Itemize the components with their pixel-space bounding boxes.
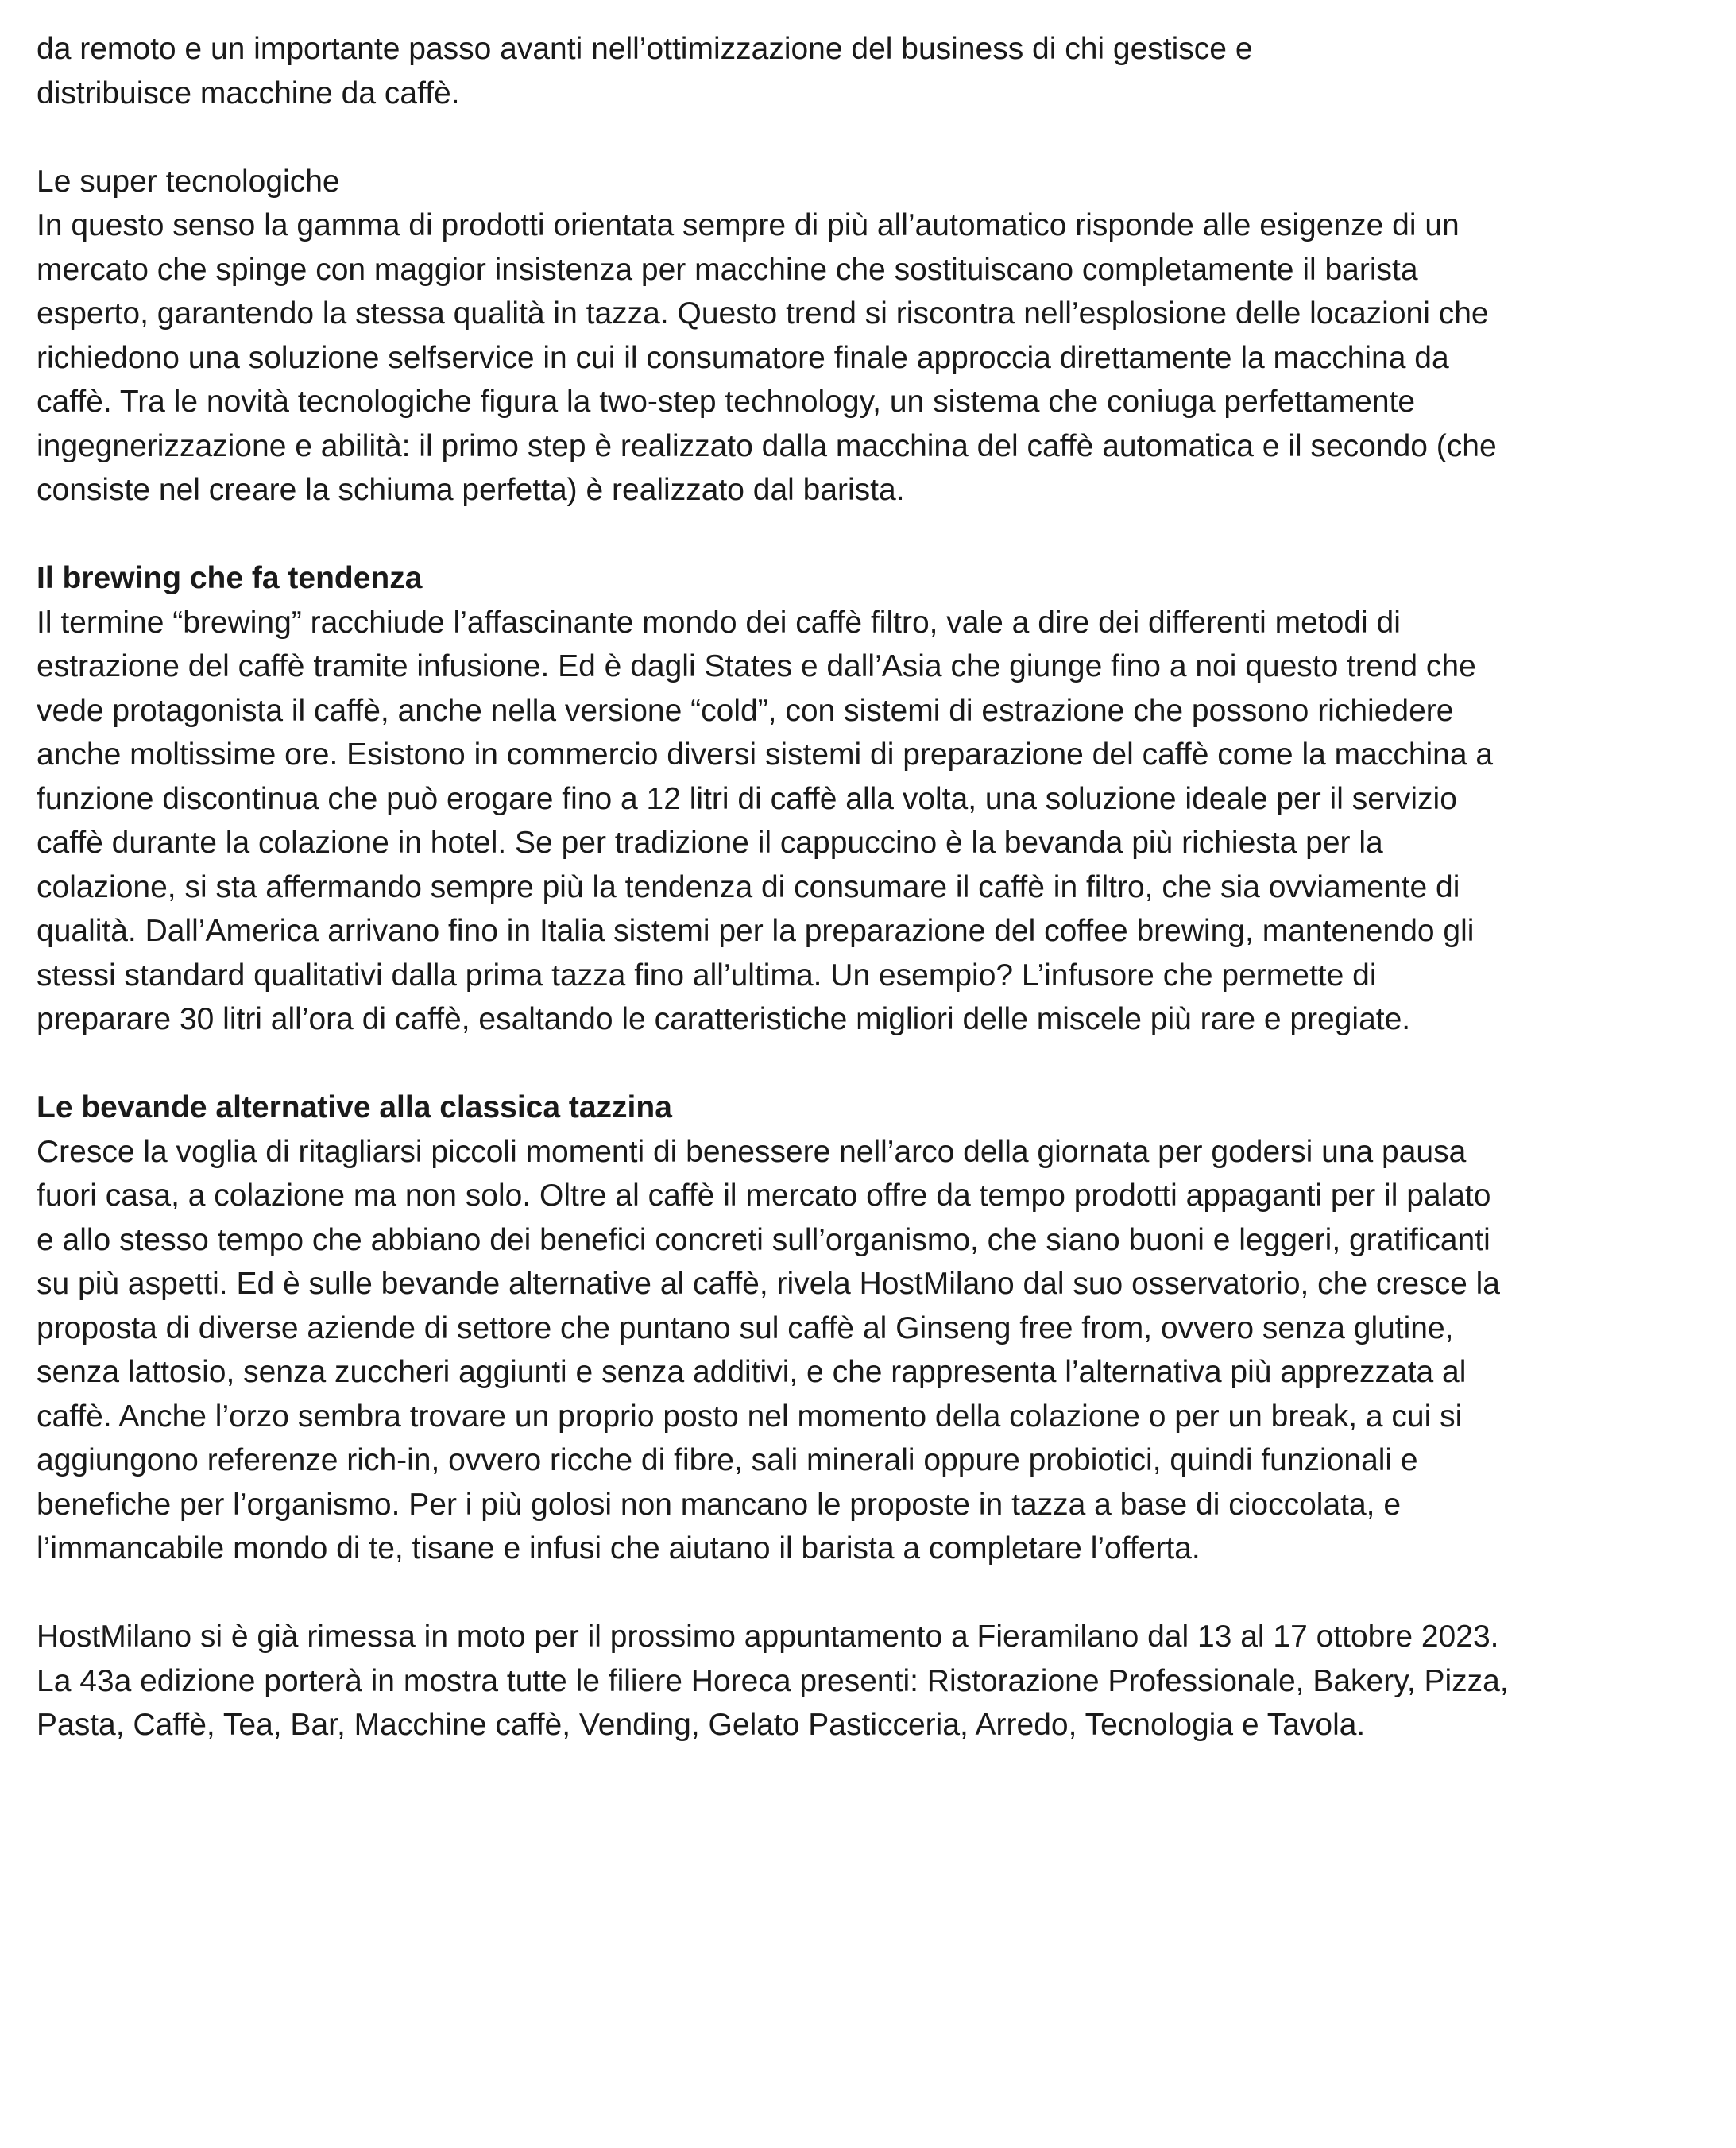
text-line: Cresce la voglia di ritagliarsi piccoli momenti di benessere nell’arco della giornata per godersi una pausa: [37, 1134, 1467, 1169]
text-line: consiste nel creare la schiuma perfetta) è realizzato dal barista.: [37, 473, 905, 507]
text-line: Pasta, Caffè, Tea, Bar, Macchine caffè, Vending, Gelato Pasticceria, Arredo, Tecnologia e Tavola.: [37, 1708, 1366, 1742]
text-line: benefiche per l’organismo. Per i più golosi non mancano le proposte in tazza a base di cioccolata, e: [37, 1487, 1402, 1522]
text-line: senza lattosio, senza zuccheri aggiunti e senza additivi, e che rappresenta l’alternativa più apprezzata al: [37, 1355, 1467, 1389]
text-line: mercato che spinge con maggior insistenza per macchine che sostituiscano completamente il barista: [37, 252, 1418, 287]
text-line: caffè. Anche l’orzo sembra trovare un proprio posto nel momento della colazione o per un break, a cui si: [37, 1399, 1463, 1434]
text-line: da remoto e un importante passo avanti nell’ottimizzazione del business di chi gestisce e: [37, 32, 1253, 66]
text-line: preparare 30 litri all’ora di caffè, esaltando le caratteristiche migliori delle miscele più rare e pregiate.: [37, 1002, 1411, 1036]
section-bevande-alternative: [37, 1086, 1689, 1571]
closing-paragraph: [37, 1615, 1689, 1747]
text-line: ingegnerizzazione e abilità: il primo step è realizzato dalla macchina del caffè automatica e il secondo (che: [37, 428, 1497, 463]
section-heading: Le super tecnologiche: [37, 164, 340, 199]
text-line: stessi standard qualitativi dalla prima tazza fino all’ultima. Un esempio? L’infusore che permette di: [37, 958, 1377, 993]
text-line: caffè durante la colazione in hotel. Se per tradizione il cappuccino è la bevanda più richiesta per la: [37, 826, 1383, 860]
document-page: [37, 27, 1689, 1791]
text-line: vede protagonista il caffè, anche nella versione “cold”, con sistemi di estrazione che possono richiedere: [37, 693, 1454, 728]
text-line: aggiungono referenze rich-in, ovvero ricche di fibre, sali minerali oppure probiotici, quindi funzionali e: [37, 1443, 1418, 1477]
text-line: La 43a edizione porterà in mostra tutte le filiere Horeca presenti: Ristorazione Professionale, Bakery, Pizza,: [37, 1663, 1509, 1698]
text-line: distribuisce macchine da caffè.: [37, 75, 460, 110]
text-line: HostMilano si è già rimessa in moto per il prossimo appuntamento a Fieramilano dal 13 al 17 ottobre 2023.: [37, 1620, 1499, 1654]
text-line: su più aspetti. Ed è sulle bevande alternative al caffè, rivela HostMilano dal suo osservatorio, che cresce la: [37, 1267, 1500, 1301]
section-heading: Il brewing che fa tendenza: [37, 561, 423, 595]
text-line: anche moltissime ore. Esistono in commercio diversi sistemi di preparazione del caffè come la macchina a: [37, 737, 1494, 772]
text-line: estrazione del caffè tramite infusione. Ed è dagli States e dall’Asia che giunge fino a noi questo trend che: [37, 649, 1476, 683]
text-line: In questo senso la gamma di prodotti orientata sempre di più all’automatico risponde alle esigenze di un: [37, 208, 1460, 242]
text-line: e allo stesso tempo che abbiano dei benefici concreti sull’organismo, che siano buoni e leggeri, gratificanti: [37, 1222, 1490, 1257]
section-super-tecnologiche: [37, 160, 1689, 513]
section-heading: Le bevande alternative alla classica tazzina: [37, 1090, 672, 1124]
text-line: caffè. Tra le novità tecnologiche figura la two-step technology, un sistema che coniuga perfettamente: [37, 385, 1416, 419]
text-line: fuori casa, a colazione ma non solo. Oltre al caffè il mercato offre da tempo prodotti appaganti per il palato: [37, 1178, 1491, 1213]
text-line: funzione discontinua che può erogare fino a 12 litri di caffè alla volta, una soluzione ideale per il servizio: [37, 781, 1457, 816]
text-line: Il termine “brewing” racchiude l’affascinante mondo dei caffè filtro, vale a dire dei differenti metodi di: [37, 605, 1401, 640]
text-line: colazione, si sta affermando sempre più la tendenza di consumare il caffè in filtro, che sia ovviamente di: [37, 869, 1460, 904]
text-line: esperto, garantendo la stessa qualità in tazza. Questo trend si riscontra nell’esplosione delle locazioni che: [37, 296, 1489, 331]
text-line: qualità. Dall’America arrivano fino in Italia sistemi per la preparazione del coffee brewing, mantenendo gli: [37, 914, 1475, 948]
text-line: proposta di diverse aziende di settore che puntano sul caffè al Ginseng free from, ovvero senza glutine,: [37, 1310, 1454, 1345]
text-line: richiedono una soluzione selfservice in cui il consumatore finale approccia direttamente la macchina da: [37, 340, 1449, 375]
section-brewing: [37, 556, 1689, 1042]
text-line: l’immancabile mondo di te, tisane e infusi che aiutano il barista a completare l’offerta.: [37, 1531, 1201, 1566]
intro-paragraph: [37, 27, 1689, 115]
